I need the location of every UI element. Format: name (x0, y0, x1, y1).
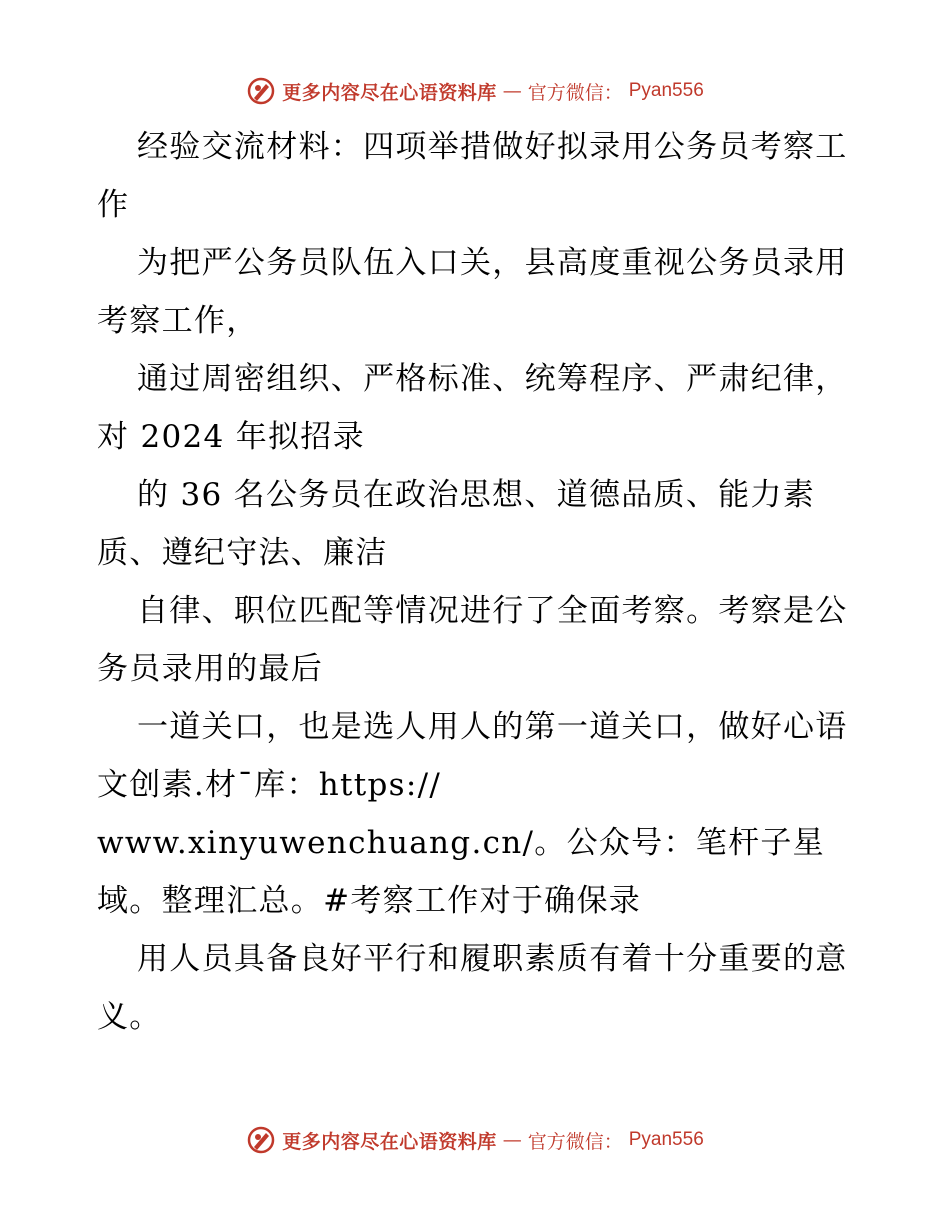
document-body (97, 118, 857, 1046)
footer-banner-separator: — (502, 1129, 522, 1151)
header-banner-separator: — (502, 80, 522, 102)
header-banner-text: 更多内容尽在心语资料库 (282, 81, 497, 104)
pen-logo-icon (246, 76, 276, 106)
document-paragraph: www.xinyuwenchuang.cn/。公众号：笔杆子星域。整理汇总。#考察工作对于确保录 (97, 825, 825, 919)
footer-banner (0, 1120, 950, 1160)
header-banner (0, 71, 950, 111)
document-paragraph: 用人员具备良好平行和履职素质有着十分重要的意义。 (97, 941, 848, 1035)
document-paragraph: 自律、职位匹配等情况进行了全面考察。考察是公务员录用的最后 (97, 593, 848, 687)
document-title: 经验交流材料：四项举措做好拟录用公务员考察工作 (97, 129, 848, 223)
header-wechat-id: Pyan556 (628, 80, 704, 101)
document-paragraph: 的 36 名公务员在政治思想、道德品质、能力素质、遵纪守法、廉洁 (97, 477, 816, 571)
document-paragraph: 为把严公务员队伍入口关，县高度重视公务员录用考察工作， (97, 245, 848, 339)
footer-wechat-id: Pyan556 (628, 1129, 704, 1150)
header-wechat-label: 官方微信： (527, 81, 623, 104)
document-paragraph: 一道关口，也是选人用人的第一道关口，做好心语文创素.材¯库：https:// (97, 709, 848, 803)
pen-logo-icon (246, 1125, 276, 1155)
footer-banner-text: 更多内容尽在心语资料库 (282, 1130, 497, 1153)
footer-wechat-label: 官方微信： (527, 1130, 623, 1153)
document-paragraph: 通过周密组织、严格标准、统筹程序、严肃纪律，对 2024 年拟招录 (97, 361, 848, 455)
